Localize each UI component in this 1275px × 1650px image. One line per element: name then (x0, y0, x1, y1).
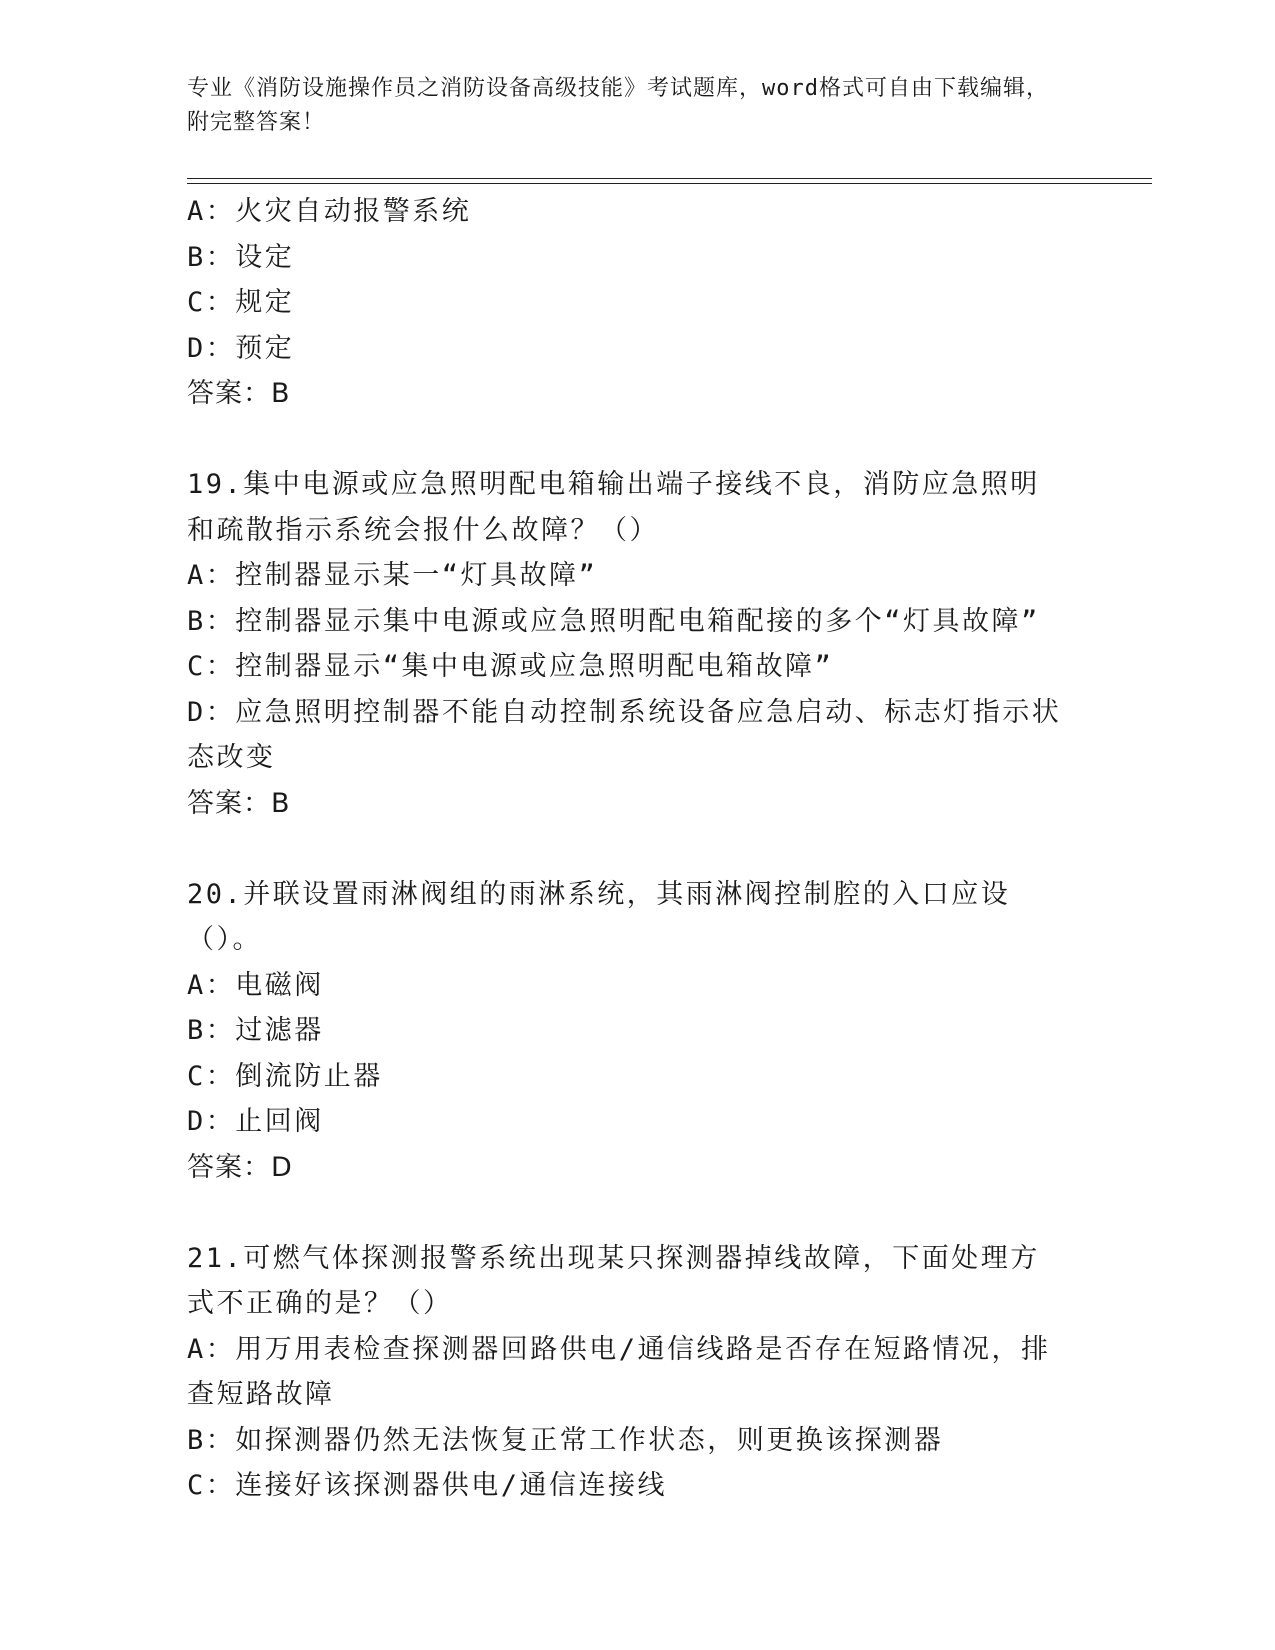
option-a: A：电磁阀 (187, 969, 324, 1001)
option-b: B：控制器显示集中电源或应急照明配电箱配接的多个“灯具故障” (187, 605, 1040, 637)
option-d: D：应急照明控制器不能自动控制系统设备应急启动、标志灯指示状态改变 (187, 696, 1062, 773)
option-a: A：火灾自动报警系统 (187, 196, 472, 227)
spacer (187, 417, 1067, 463)
option-b: B：过滤器 (187, 1015, 324, 1046)
spacer (187, 1190, 1067, 1236)
option-d: D：止回阀 (187, 1106, 324, 1137)
question-stem: 19.集中电源或应急照明配电箱输出端子接线不良，消防应急照明和疏散指示系统会报什么故障？（） (187, 469, 1040, 546)
option-b: B：如探测器仍然无法恢复正常工作状态，则更换该探测器 (187, 1424, 944, 1456)
option-a: A：用万用表检查探测器回路供电/通信线路是否存在短路情况，排查短路故障 (187, 1333, 1051, 1410)
spacer (187, 826, 1067, 872)
option-c: C：控制器显示“集中电源或应急照明配电箱故障” (187, 651, 834, 682)
option-c: C：倒流防止器 (187, 1060, 383, 1092)
question-stem: 21.可燃气体探测报警系统出现某只探测器掉线故障，下面处理方式不正确的是？（） (187, 1242, 1040, 1319)
question-19 (187, 462, 1067, 826)
question-20 (187, 872, 1067, 1191)
header-divider-top (187, 178, 1152, 179)
question-stem: 20.并联设置雨淋阀组的雨淋系统，其雨淋阀控制腔的入口应设（）。 (187, 878, 1011, 955)
option-d: D：预定 (187, 332, 295, 364)
question-21 (187, 1236, 1067, 1509)
option-c: C：规定 (187, 287, 295, 318)
document-header: 专业《消防设施操作员之消防设备高级技能》考试题库，word格式可自由下载编辑，附完整答案！ (187, 76, 1049, 135)
answer-line: 答案：D (187, 1151, 293, 1183)
answer-line: 答案：B (187, 378, 291, 409)
header-divider-bottom (187, 183, 1152, 184)
question-list (187, 189, 1067, 1509)
option-b: B：设定 (187, 241, 295, 273)
question-18 (187, 189, 1067, 417)
answer-line: 答案：B (187, 787, 291, 819)
option-a: A：控制器显示某一“灯具故障” (187, 560, 598, 591)
option-c: C：连接好该探测器供电/通信连接线 (187, 1470, 668, 1501)
